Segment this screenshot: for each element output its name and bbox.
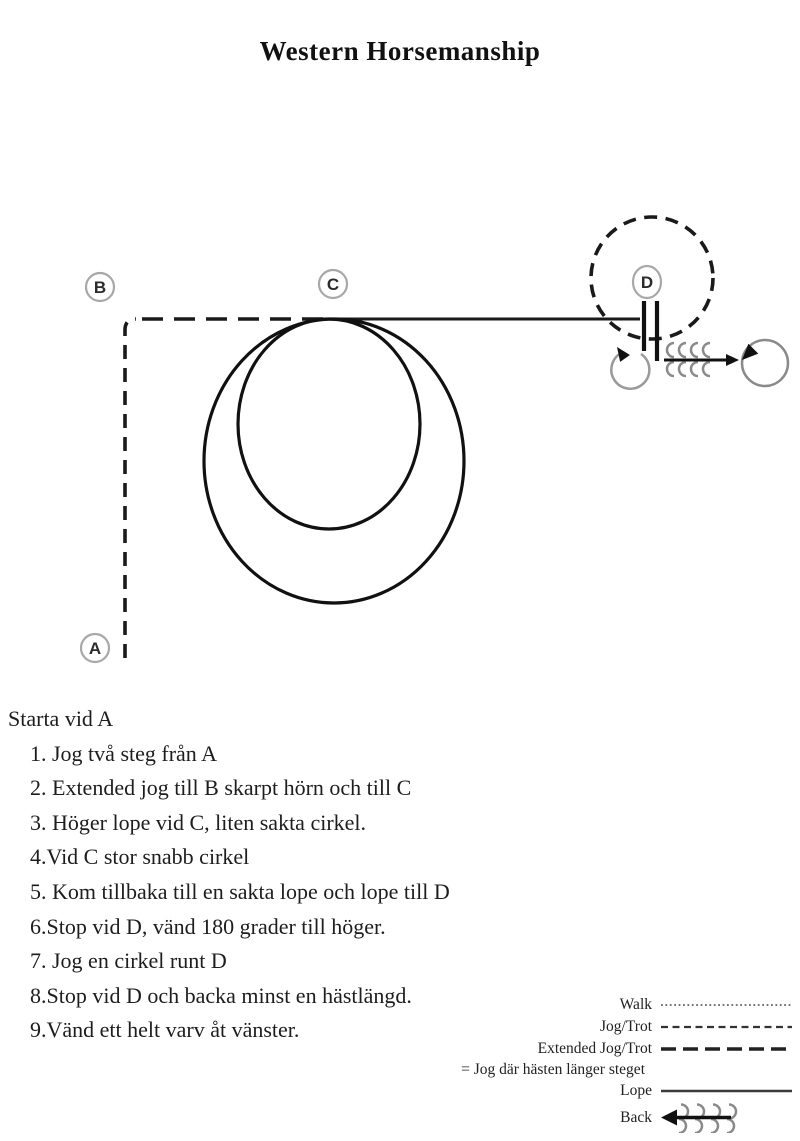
instruction-item-4: 4.Vid C stor snabb cirkel	[30, 844, 250, 870]
instruction-item-1: 1. Jog två steg från A	[30, 740, 217, 766]
pattern-diagram	[0, 190, 800, 710]
instruction-item-5: 5. Kom tillbaka till en sakta lope och lope till D	[30, 878, 450, 904]
marker-c	[319, 270, 347, 298]
legend-walk-label: Walk	[619, 996, 652, 1013]
instruction-item-6: 6.Stop vid D, vänd 180 grader till höger.	[30, 913, 386, 939]
marker-d	[633, 266, 661, 298]
lope-line-sample-icon	[659, 1084, 794, 1098]
legend-extended-label: Extended Jog/Trot	[537, 1040, 652, 1057]
page-title: Western Horsemanship	[259, 36, 541, 66]
legend-row-extended-jog	[438, 1038, 794, 1060]
legend-jog-label: Jog/Trot	[600, 1018, 652, 1035]
walk-line-sample-icon	[659, 998, 794, 1012]
spin-arrowhead-icon	[737, 344, 758, 365]
marker-b-label: B	[93, 278, 107, 297]
instruction-item-8: 8.Stop vid D och backa minst en hästlängd.	[30, 982, 412, 1008]
instructions-start: Starta vid A	[8, 706, 114, 731]
legend-row-back	[438, 1102, 794, 1134]
marker-d-label: D	[640, 273, 654, 292]
back-arrow-head-icon	[726, 354, 739, 366]
small-circle-at-c	[238, 319, 420, 529]
stop-bars-at-d	[644, 301, 657, 361]
legend-row-jog	[438, 1016, 794, 1038]
instruction-item-7: 7. Jog en cirkel runt D	[30, 948, 227, 974]
back-sample-icon	[659, 1103, 794, 1133]
instruction-item-9: 9.Vänd ett helt varv åt vänster.	[30, 1017, 300, 1043]
instruction-item-3: 3. Höger lope vid C, liten sakta cirkel.	[30, 809, 367, 835]
turn-180-loop	[611, 352, 649, 389]
jog-line-sample-icon	[659, 1020, 794, 1034]
path-a-to-b-dashed	[125, 319, 136, 658]
gait-legend	[438, 994, 794, 1134]
marker-a-label: A	[88, 639, 102, 658]
legend-row-extended-note	[438, 1060, 794, 1080]
legend-lope-label: Lope	[620, 1082, 652, 1099]
legend-row-lope	[438, 1080, 794, 1102]
marker-c-label: C	[326, 275, 340, 294]
legend-back-label: Back	[620, 1109, 652, 1126]
legend-extended-note: = Jog där hästen länger steget	[461, 1061, 645, 1078]
legend-row-walk	[438, 994, 794, 1016]
marker-b	[86, 273, 114, 301]
extended-jog-line-sample-icon	[659, 1042, 794, 1056]
instruction-item-2: 2. Extended jog till B skarpt hörn och till C	[30, 775, 412, 801]
legend-note-spacer	[652, 1070, 794, 1071]
marker-a	[81, 634, 109, 662]
